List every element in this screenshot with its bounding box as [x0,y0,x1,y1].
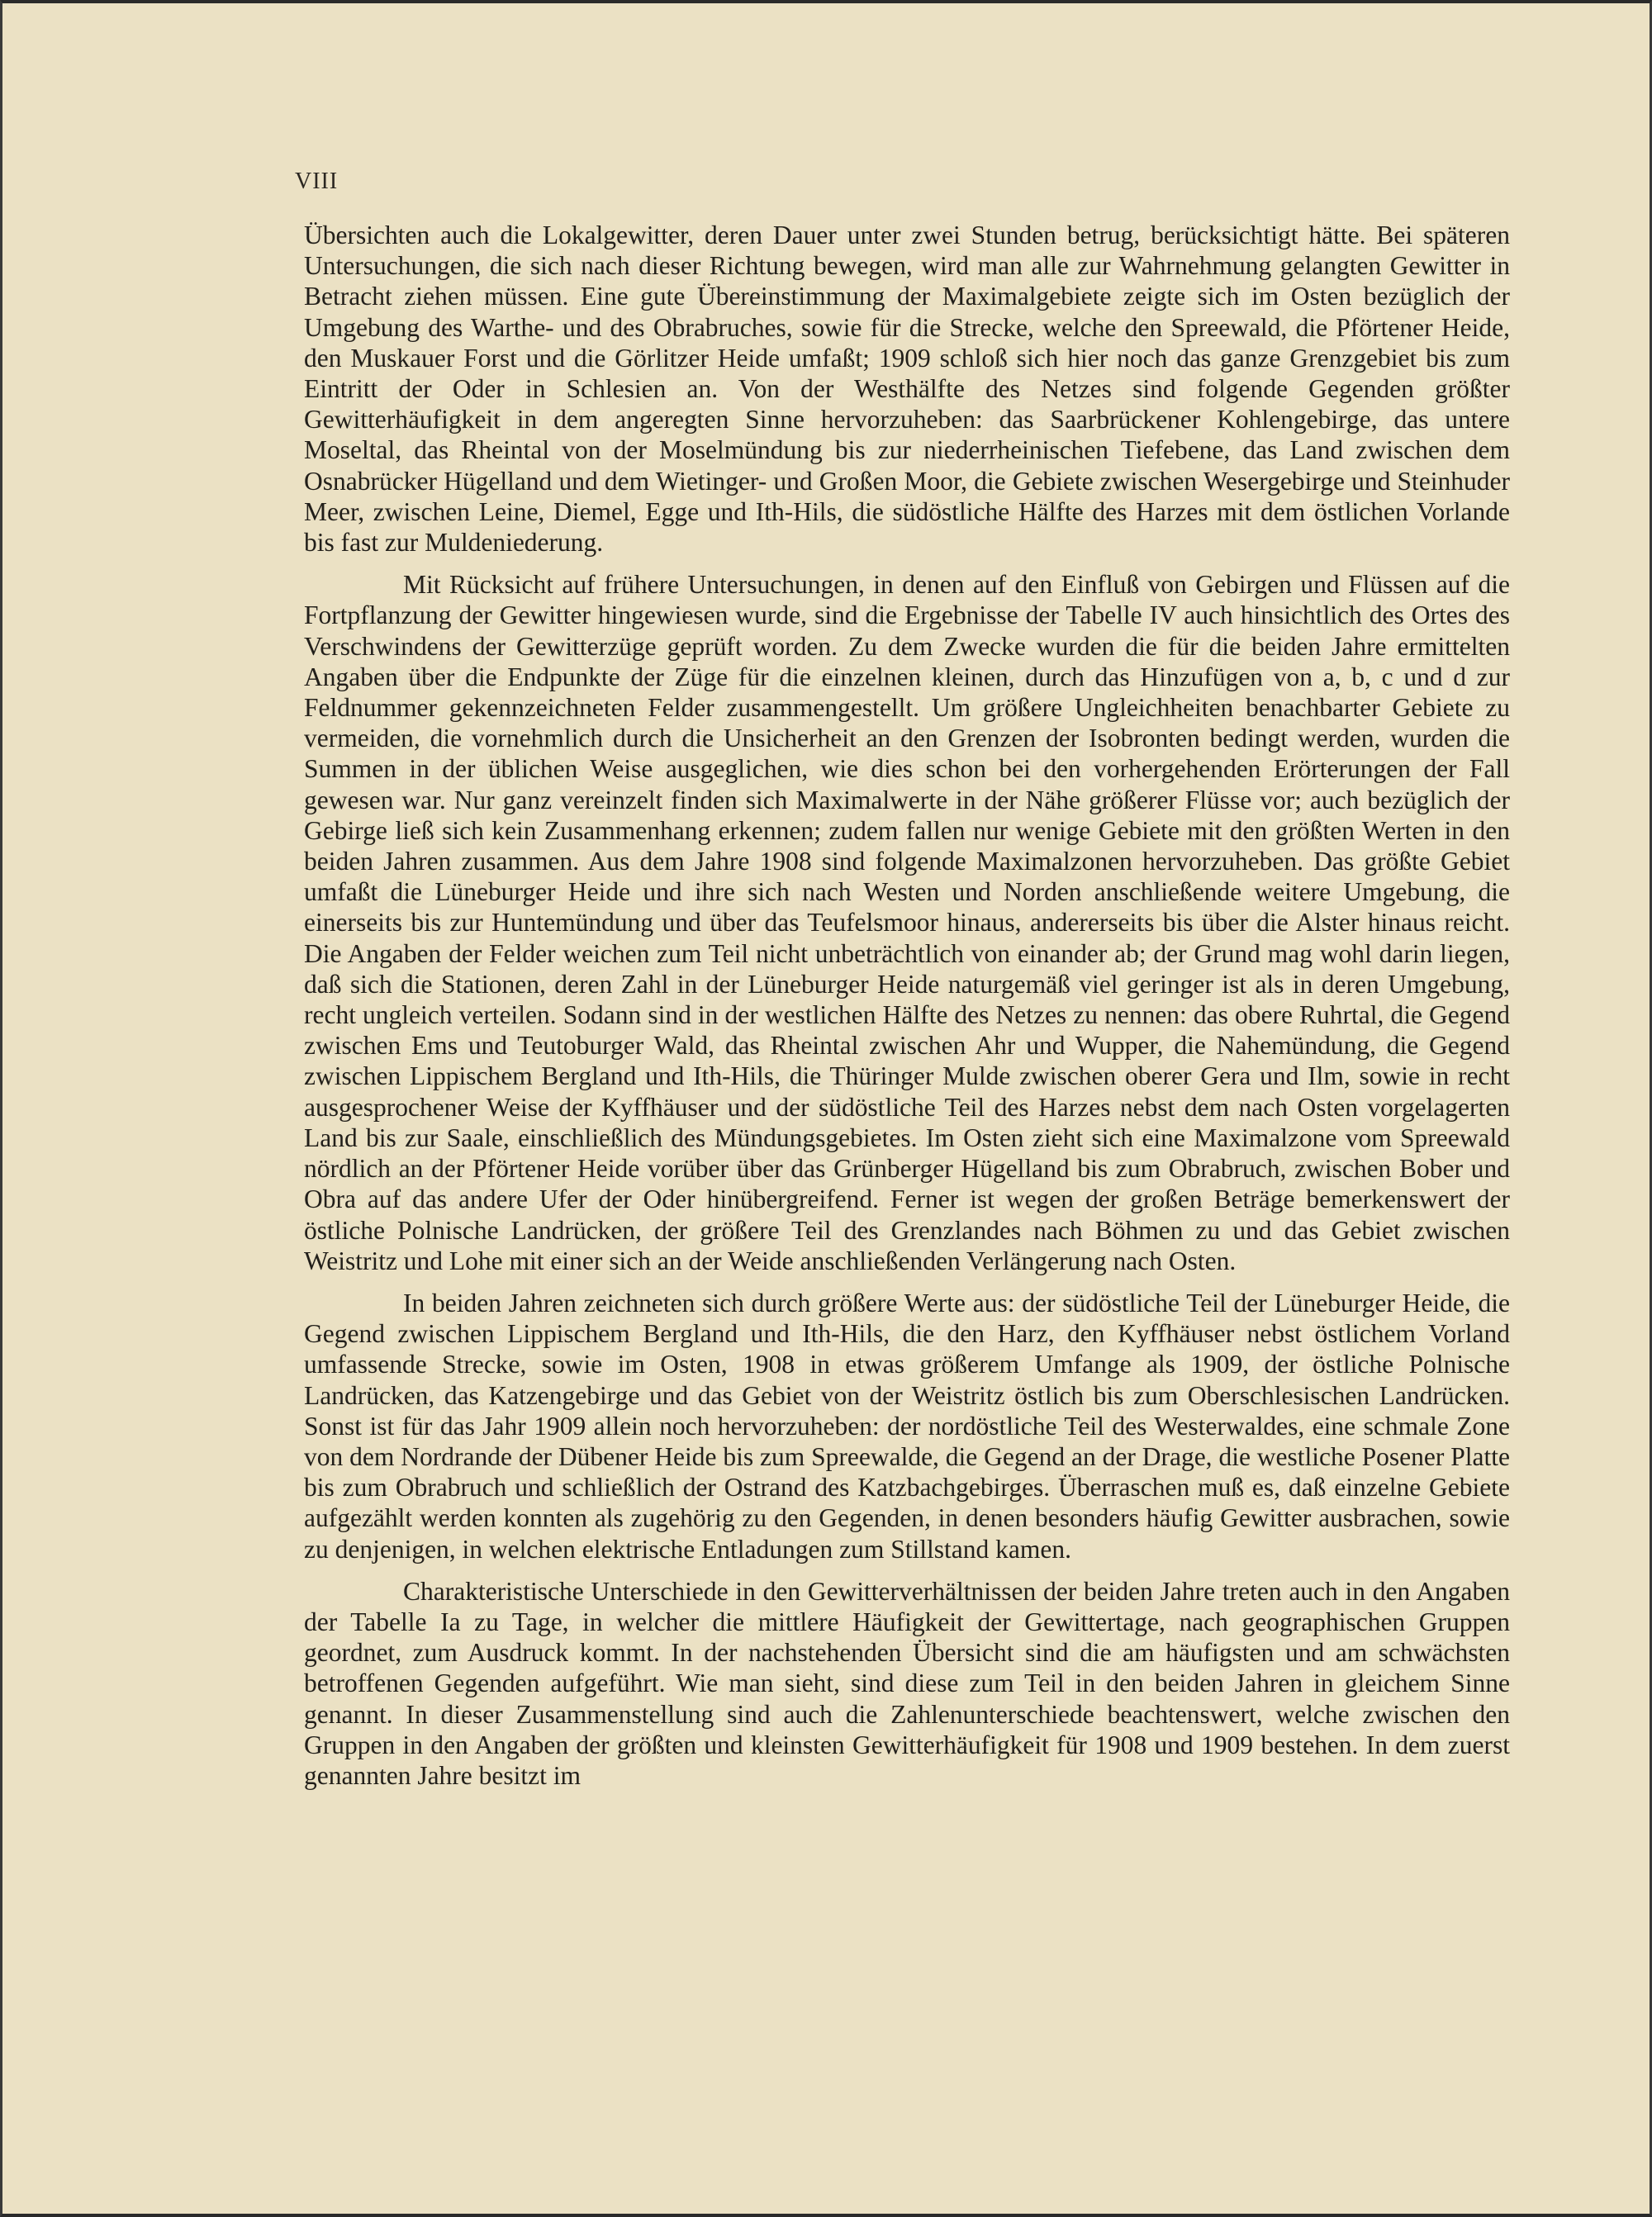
paragraph-3: In beiden Jahren zeichneten sich durch größere Werte aus: der südöstliche Teil der Lüneburger Heide, die Gegend zwischen Lippischem Bergland und Ith-Hils, die den Harz, den Kyffhäuser nebst östlichem Vorland umfassende Strecke, sowie im Osten, 1908 in etwas größerem Umfange als 1909, der östliche Polnische Landrücken, das Katzengebirge und das Gebiet von der Weistritz östlich bis zum Oberschlesischen Landrücken. Sonst ist für das Jahr 1909 allein noch hervorzuheben: der nordöstliche Teil des Westerwaldes, eine schmale Zone von dem Nordrande der Dübener Heide bis zum Spreewalde, die Gegend an der Drage, die westliche Posener Platte bis zum Obrabruch und schließlich der Ostrand des Katzbachgebirges. Überraschen muß es, daß einzelne Gebiete aufgezählt werden konnten als zugehörig zu den Gegenden, in denen besonders häufig Gewitter ausbrachen, sowie zu denjenigen, in welchen elektrische Entladungen zum Stillstand kamen. [304,1288,1510,1564]
page-number: VIII [295,169,339,194]
paragraph-1: Übersichten auch die Lokalgewitter, deren Dauer unter zwei Stunden betrug, berücksichtigt hätte. Bei späteren Untersuchungen, die sich nach dieser Richtung bewegen, wird man alle zur Wahrnehmung gelangten Gewitter in Betracht ziehen müssen. Eine gute Übereinstimmung der Maximalgebiete zeigte sich im Osten bezüglich der Umgebung des Warthe- und des Obrabruches, sowie für die Strecke, welche den Spreewald, die Pförtener Heide, den Muskauer Forst und die Görlitzer Heide umfaßt; 1909 schloß sich hier noch das ganze Grenzgebiet bis zum Eintritt der Oder in Schlesien an. Von der Westhälfte des Netzes sind folgende Gegenden größter Gewitterhäufigkeit in dem angeregten Sinne hervorzuheben: das Saarbrückener Kohlengebirge, das untere Moseltal, das Rheintal von der Moselmündung bis zur niederrheinischen Tiefebene, das Land zwischen dem Osnabrücker Hügelland und dem Wietinger- und Großen Moor, die Gebiete zwischen Wesergebirge und Steinhuder Meer, zwischen Leine, Diemel, Egge und Ith-Hils, die südöstliche Hälfte des Harzes mit dem östlichen Vorlande bis fast zur Muldeniederung. [304,221,1510,558]
paragraph-4: Charakteristische Unterschiede in den Gewitterverhältnissen der beiden Jahre treten auch in den Angaben der Tabelle Ia zu Tage, in welcher die mittlere Häufigkeit der Gewittertage, nach geographischen Gruppen geordnet, zum Ausdruck kommt. In der nachstehenden Übersicht sind die am häufigsten und am schwächsten betroffenen Gegenden aufgeführt. Wie man sieht, sind diese zum Teil in den beiden Jahren in gleichem Sinne genannt. In dieser Zusammenstellung sind auch die Zahlenunterschiede beachtenswert, welche zwischen den Gruppen in den Angaben der größten und kleinsten Gewitterhäufigkeit für 1908 und 1909 bestehen. In dem zuerst genannten Jahre besitzt im [304,1576,1510,1790]
paragraph-2: Mit Rücksicht auf frühere Untersuchungen, in denen auf den Einfluß von Gebirgen und Flüssen auf die Fortpflanzung der Gewitter hingewiesen wurde, sind die Ergebnisse der Tabelle IV auch hinsichtlich des Ortes des Verschwindens der Gewitterzüge geprüft worden. Zu dem Zwecke wurden die für die beiden Jahre ermittelten Angaben über die Endpunkte der Züge für die einzelnen kleinen, durch das Hinzufügen von a, b, c und d zur Feldnummer gekennzeichneten Felder zusammengestellt. Um größere Ungleichheiten benachbarter Gebiete zu vermeiden, die vornehmlich durch die Unsicherheit an den Grenzen der Isobronten bedingt werden, wurden die Summen in der üblichen Weise ausgeglichen, wie dies schon bei den vorhergehenden Erörterungen der Fall gewesen war. Nur ganz vereinzelt finden sich Maximalwerte in der Nähe größerer Flüsse vor; auch bezüglich der Gebirge ließ sich kein Zusammenhang erkennen; zudem fallen nur wenige Gebiete mit den größten Werten in den beiden Jahren zusammen. Aus dem Jahre 1908 sind folgende Maximalzonen hervorzuheben. Das größte Gebiet umfaßt die Lüneburger Heide und ihre sich nach Westen und Norden anschließende weitere Umgebung, die einerseits bis zur Huntemündung und über das Teufelsmoor hinaus, andererseits bis über die Alster hinaus reicht. Die Angaben der Felder weichen zum Teil nicht unbeträchtlich von einander ab; der Grund mag wohl darin liegen, daß sich die Stationen, deren Zahl in der Lüneburger Heide naturgemäß viel geringer ist als in deren Umgebung, recht ungleich verteilen. Sodann sind in der westlichen Hälfte des Netzes zu nennen: das obere Ruhrtal, die Gegend zwischen Ems und Teutoburger Wald, das Rheintal zwischen Ahr und Wupper, die Nahemündung, die Gegend zwischen Lippischem Bergland und Ith-Hils, die Thüringer Mulde zwischen oberer Gera und Ilm, sowie in recht ausgesprochener Weise der Kyffhäuser und der südöstliche Teil des Harzes nebst dem nach Osten vorgelagerten Land bis zur Saale, einschließlich des Mündungsgebietes. Im Osten zieht sich eine Maximalzone vom Spreewald nördlich an der Pförtener Heide vorüber über das Grünberger Hügelland bis zum Obrabruch, zwischen Bober und Obra auf das andere Ufer der Oder hinübergreifend. Ferner ist wegen der großen Beträge bemerkenswert der östliche Polnische Landrücken, der größere Teil des Grenzlandes nach Böhmen zu und das Gebiet zwischen Weistritz und Lohe mit einer sich an der Weide anschließenden Verlängerung nach Osten. [304,570,1510,1275]
body-text [304,220,1510,1791]
